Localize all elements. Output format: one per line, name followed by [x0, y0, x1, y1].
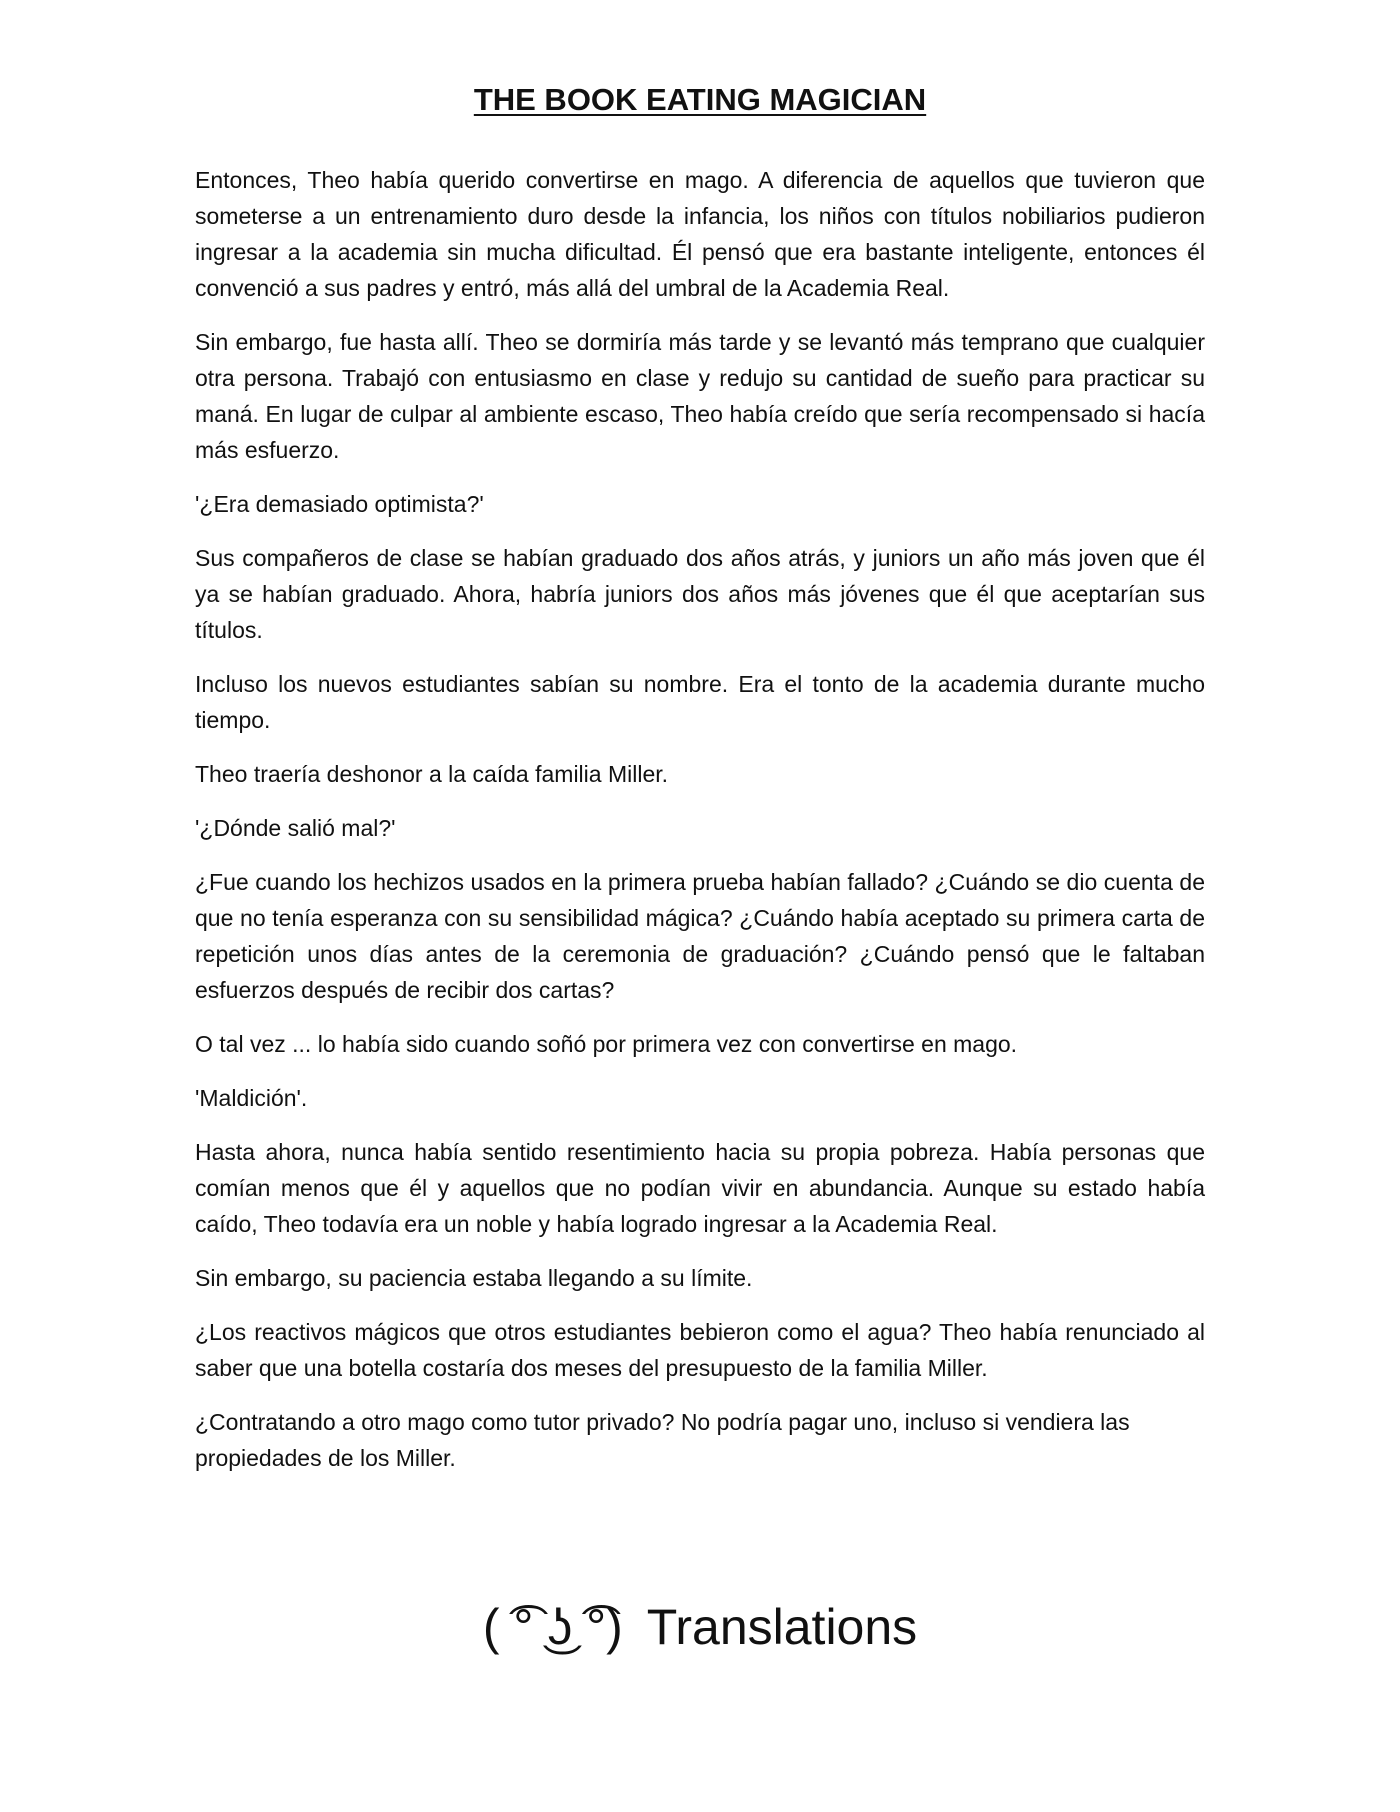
paragraph: ¿Contratando a otro mago como tutor privado? No podría pagar uno, incluso si vendiera las propiedades de los Miller. — [195, 1409, 1130, 1471]
paragraph: '¿Era demasiado optimista?' — [195, 491, 484, 517]
paragraph: Sin embargo, su paciencia estaba llegando a su límite. — [195, 1265, 753, 1291]
paragraph: Incluso los nuevos estudiantes sabían su nombre. Era el tonto de la academia durante mucho tiempo. — [195, 671, 1205, 733]
paragraph: 'Maldición'. — [195, 1085, 308, 1111]
lenny-face-logo: ( ͡° ͜ʖ ͡°) — [482, 1598, 623, 1655]
paragraph: Theo traería deshonor a la caída familia Miller. — [195, 761, 669, 787]
paragraph: '¿Dónde salió mal?' — [195, 815, 396, 841]
paragraph: O tal vez ... lo había sido cuando soñó por primera vez con convertirse en mago. — [195, 1031, 1018, 1057]
translator-credit — [0, 1588, 1400, 1662]
document-title: THE BOOK EATING MAGICIAN — [473, 82, 927, 117]
paragraph: Sin embargo, fue hasta allí. Theo se dormiría más tarde y se levantó más temprano que cualquier otra persona. Trabajó con entusiasmo en clase y redujo su cantidad de sueño para practicar su maná. En lugar de culpar al ambiente escaso, Theo había creído que sería recompensado si hacía más esfuerzo. — [195, 329, 1205, 463]
paragraph: Hasta ahora, nunca había sentido resentimiento hacia su propia pobreza. Había personas que comían menos que él y aquellos que no podían vivir en abundancia. Aunque su estado había caído, Theo todavía era un noble y había logrado ingresar a la Academia Real. — [195, 1139, 1205, 1237]
paragraph: Entonces, Theo había querido convertirse en mago. A diferencia de aquellos que tuvieron que someterse a un entrenamiento duro desde la infancia, los niños con títulos nobiliarios pudieron ingresar a la academia sin mucha dificultad. Él pensó que era bastante inteligente, entonces él convenció a sus padres y entró, más allá del umbral de la Academia Real. — [195, 167, 1205, 301]
translator-name: Translations — [646, 1598, 918, 1655]
paragraph: ¿Los reactivos mágicos que otros estudiantes bebieron como el agua? Theo había renunciado al saber que una botella costaría dos meses del presupuesto de la familia Miller. — [195, 1319, 1205, 1381]
paragraph: ¿Fue cuando los hechizos usados en la primera prueba habían fallado? ¿Cuándo se dio cuenta de que no tenía esperanza con su sensibilidad mágica? ¿Cuándo había aceptado su primera carta de repetición unos días antes de la ceremonia de graduación? ¿Cuándo pensó que le faltaban esfuerzos después de recibir dos cartas? — [195, 869, 1205, 1003]
paragraph: Sus compañeros de clase se habían graduado dos años atrás, y juniors un año más joven que él ya se habían graduado. Ahora, habría juniors dos años más jóvenes que él que aceptarían sus títulos. — [195, 545, 1205, 643]
document-body — [195, 162, 1205, 1494]
